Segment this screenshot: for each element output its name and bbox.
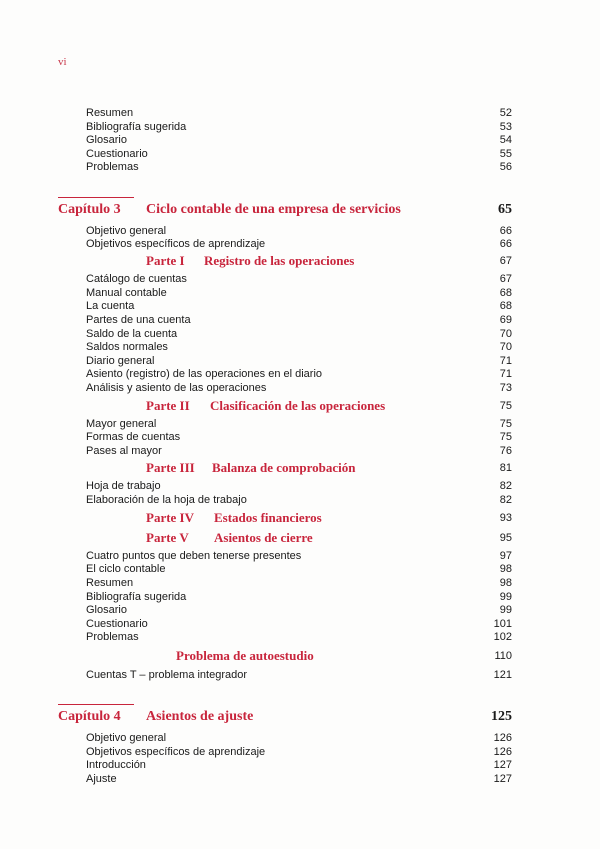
part-page: 95 [499, 532, 512, 544]
entry-page: 53 [499, 121, 512, 133]
toc-entry[interactable] [86, 224, 512, 238]
part-heading[interactable] [146, 398, 512, 414]
part-page: 81 [499, 462, 512, 474]
part-heading[interactable] [146, 530, 512, 546]
entry-title: Cuestionario [86, 618, 148, 630]
toc-entry[interactable] [86, 493, 512, 507]
entry-title: Introducción [86, 759, 146, 771]
entry-page: 68 [499, 300, 512, 312]
entry-page: 67 [499, 273, 512, 285]
part-page: 67 [499, 255, 512, 267]
entry-page: 70 [499, 328, 512, 340]
part-title: Asientos de cierre [214, 530, 313, 545]
entry-page: 75 [499, 418, 512, 430]
entry-page: 76 [499, 445, 512, 457]
entry-page: 126 [493, 746, 512, 758]
toc-entry[interactable] [86, 603, 512, 617]
part-title: Clasificación de las operaciones [210, 398, 386, 413]
chapter-title: Ciclo contable de una empresa de servicios [146, 202, 401, 217]
part-heading[interactable] [146, 253, 512, 269]
toc-entry[interactable] [86, 133, 512, 147]
entry-title: Catálogo de cuentas [86, 273, 187, 285]
entry-page: 56 [499, 161, 512, 173]
toc-entry[interactable] [86, 417, 512, 431]
entry-title: Saldo de la cuenta [86, 328, 178, 340]
part-label: Parte V [146, 530, 189, 545]
chapter-heading[interactable] [58, 202, 512, 222]
toc-entry[interactable] [86, 272, 512, 286]
part-title: Registro de las operaciones [204, 253, 355, 268]
entry-title: Glosario [86, 134, 127, 146]
part-label: Parte IV [146, 510, 195, 525]
entry-title: Cuestionario [86, 148, 148, 160]
entry-title: Problemas [86, 161, 139, 173]
toc-entry[interactable] [86, 549, 512, 563]
toc-entry[interactable] [86, 286, 512, 300]
entry-title: Mayor general [86, 418, 157, 430]
toc-entry[interactable] [86, 758, 512, 772]
chapter-page: 125 [491, 709, 512, 724]
self-study-page: 110 [494, 650, 512, 662]
part-title: Balanza de comprobación [212, 460, 356, 475]
entry-page: 54 [499, 134, 512, 146]
toc-entry[interactable] [86, 731, 512, 745]
entry-title: Saldos normales [86, 341, 168, 353]
chapter-page: 65 [498, 202, 512, 217]
entry-title: Manual contable [86, 287, 167, 299]
entry-title: Diario general [86, 355, 155, 367]
entry-title: La cuenta [86, 300, 135, 312]
entry-title: Formas de cuentas [86, 431, 181, 443]
entry-page: 98 [499, 563, 512, 575]
entry-page: 98 [499, 577, 512, 589]
part-label: Parte II [146, 398, 190, 413]
toc-entry[interactable] [86, 562, 512, 576]
toc-entry[interactable] [86, 106, 512, 120]
entry-page: 97 [499, 550, 512, 562]
entry-title: Ajuste [86, 773, 117, 785]
entry-page: 82 [499, 494, 512, 506]
toc-entry[interactable] [86, 327, 512, 341]
entry-title: Hoja de trabajo [86, 480, 161, 492]
part-label: Parte I [146, 253, 185, 268]
entry-title: Bibliografía sugerida [86, 591, 187, 603]
toc-entry[interactable] [86, 479, 512, 493]
entry-title: Pases al mayor [86, 445, 162, 457]
entry-page: 121 [493, 669, 512, 681]
entry-title: Partes de una cuenta [86, 314, 191, 326]
entry-page: 126 [493, 732, 512, 744]
entry-page: 73 [499, 382, 512, 394]
toc-entry[interactable] [86, 147, 512, 161]
part-page: 93 [499, 512, 512, 524]
entry-title: Objetivos específicos de aprendizaje [86, 238, 266, 250]
chapter-rule [58, 197, 134, 198]
chapter-title: Asientos de ajuste [146, 709, 254, 724]
toc-entry[interactable] [86, 120, 512, 134]
chapter-rule [58, 704, 134, 705]
entry-page: 102 [493, 631, 512, 643]
entry-page: 66 [499, 238, 512, 250]
toc-entry[interactable] [86, 630, 512, 644]
toc-entry[interactable] [86, 430, 512, 444]
toc-entry[interactable] [86, 299, 512, 313]
entry-title: Cuatro puntos que deben tenerse presentes [86, 550, 302, 562]
entry-title: Objetivo general [86, 732, 167, 744]
entry-page: 71 [499, 355, 512, 367]
entry-title: El ciclo contable [86, 563, 166, 575]
entry-page: 101 [493, 618, 512, 630]
entry-title: Análisis y asiento de las operaciones [86, 382, 267, 394]
page-folio: vi [58, 56, 67, 68]
toc-entry[interactable] [86, 590, 512, 604]
entry-page: 66 [499, 225, 512, 237]
self-study-title: Problema de autoestudio [176, 648, 314, 663]
entry-title: Objetivos específicos de aprendizaje [86, 746, 266, 758]
entry-page: 99 [499, 604, 512, 616]
toc-entry[interactable] [86, 772, 512, 786]
entry-page: 71 [499, 368, 512, 380]
entry-title: Resumen [86, 107, 134, 119]
part-heading[interactable] [146, 510, 512, 526]
toc-entry[interactable] [86, 160, 512, 174]
part-label: Parte III [146, 460, 195, 475]
entry-page: 99 [499, 591, 512, 603]
toc-entry[interactable] [86, 444, 512, 458]
entry-title: Asiento (registro) de las operaciones en el diario [86, 368, 323, 380]
toc-entry[interactable] [86, 576, 512, 590]
toc-entry[interactable] [86, 617, 512, 631]
entry-title: Glosario [86, 604, 127, 616]
self-study-heading[interactable] [176, 648, 512, 664]
entry-page: 52 [499, 107, 512, 119]
part-page: 75 [499, 400, 512, 412]
toc-entry[interactable] [86, 237, 512, 251]
toc-entry[interactable] [86, 354, 512, 368]
toc-entry[interactable] [86, 668, 512, 682]
entry-title: Resumen [86, 577, 134, 589]
part-title: Estados financieros [214, 510, 322, 525]
toc-entry[interactable] [86, 313, 512, 327]
entry-title: Elaboración de la hoja de trabajo [86, 494, 247, 506]
toc-entry[interactable] [86, 340, 512, 354]
entry-page: 69 [499, 314, 512, 326]
entry-title: Cuentas T – problema integrador [86, 669, 248, 681]
toc-entry[interactable] [86, 745, 512, 759]
entry-page: 55 [499, 148, 512, 160]
entry-page: 127 [493, 773, 512, 785]
entry-page: 127 [493, 759, 512, 771]
part-heading[interactable] [146, 460, 512, 476]
chapter-heading[interactable] [58, 709, 512, 729]
entry-page: 68 [499, 287, 512, 299]
chapter-label: Capítulo 4 [58, 709, 121, 724]
chapter-label: Capítulo 3 [58, 202, 121, 217]
entry-page: 82 [499, 480, 512, 492]
toc-entry[interactable] [86, 367, 512, 381]
entry-title: Objetivo general [86, 225, 167, 237]
entry-title: Problemas [86, 631, 139, 643]
entry-page: 70 [499, 341, 512, 353]
toc-entry[interactable] [86, 381, 512, 395]
entry-title: Bibliografía sugerida [86, 121, 187, 133]
entry-page: 75 [499, 431, 512, 443]
